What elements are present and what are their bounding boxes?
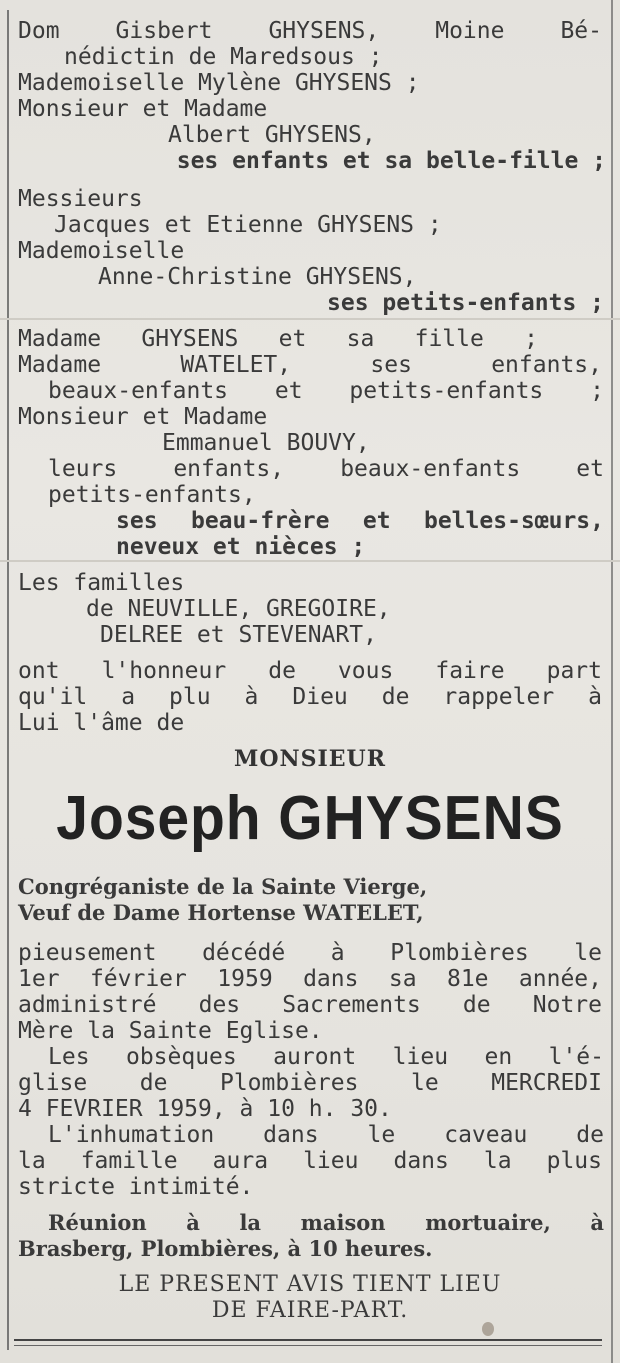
family-line: Madame WATELET, ses enfants, [18,352,602,378]
title-line: Veuf de Dame Hortense WATELET, [18,900,424,925]
family-line: ses enfants et sa belle-fille ; [176,148,606,174]
family-line: Les familles [18,570,185,596]
family-line: Anne-Christine GHYSENS, [98,264,417,290]
family-line: nédictin de Maredsous ; [64,44,383,70]
family-line: de NEUVILLE, GREGOIRE, [86,596,391,622]
body-line: Les obsèques auront lieu en l'é- [48,1044,604,1070]
honorific: MONSIEUR [233,746,387,772]
body-line: Mère la Sainte Eglise. [18,1018,323,1044]
family-line: Lui l'âme de [18,710,185,736]
body-line: L'inhumation dans le caveau de [48,1122,604,1148]
paper-fold [0,560,620,562]
closing-line: DE FAIRE-PART. [211,1298,409,1323]
family-line: DELREE et STEVENART, [100,622,377,648]
bottom-border-rule [14,1339,602,1346]
reunion-line: Réunion à la maison mortuaire, à [48,1210,604,1235]
family-line: ses beau-frère et belles-sœurs, [116,508,604,534]
family-line: neveux et nièces ; [116,534,366,560]
family-line: Dom Gisbert GHYSENS, Moine Bé- [18,18,602,44]
body-line: pieusement décédé à Plombières le [18,940,602,966]
body-line: la famille aura lieu dans la plus [18,1148,602,1174]
family-line: Mademoiselle Mylène GHYSENS ; [18,70,420,96]
closing-line: LE PRESENT AVIS TIENT LIEU [118,1272,502,1297]
left-border-rule [7,10,9,1350]
family-line: ses petits-enfants ; [327,290,604,316]
deceased-name: Joseph GHYSENS [56,784,564,853]
reunion-line: Brasberg, Plombières, à 10 heures. [18,1236,433,1261]
body-line: 4 FEVRIER 1959, à 10 h. 30. [18,1096,392,1122]
family-line: petits-enfants, [48,482,256,508]
family-line: ont l'honneur de vous faire part [18,658,602,684]
paper-fold [0,318,620,320]
family-line: Mademoiselle [18,238,185,264]
ink-spot [482,1322,494,1336]
family-line: Emmanuel BOUVY, [162,430,370,456]
title-line: Congréganiste de la Sainte Vierge, [18,874,428,899]
right-border-rule [611,0,613,1363]
family-line: beaux-enfants et petits-enfants ; [48,378,604,404]
family-line: Albert GHYSENS, [168,122,376,148]
family-line: Jacques et Etienne GHYSENS ; [54,212,442,238]
family-line: Monsieur et Madame [18,96,268,122]
family-line: Madame GHYSENS et sa fille ; [18,326,538,352]
body-line: stricte intimité. [18,1174,254,1200]
body-line: administré des Sacrements de Notre [18,992,602,1018]
family-line: leurs enfants, beaux-enfants et [48,456,604,482]
body-line: 1er février 1959 dans sa 81e année, [18,966,602,992]
body-line: glise de Plombières le MERCREDI [18,1070,602,1096]
family-line: qu'il a plu à Dieu de rappeler à [18,684,602,710]
family-line: Monsieur et Madame [18,404,268,430]
family-line: Messieurs [18,186,143,212]
